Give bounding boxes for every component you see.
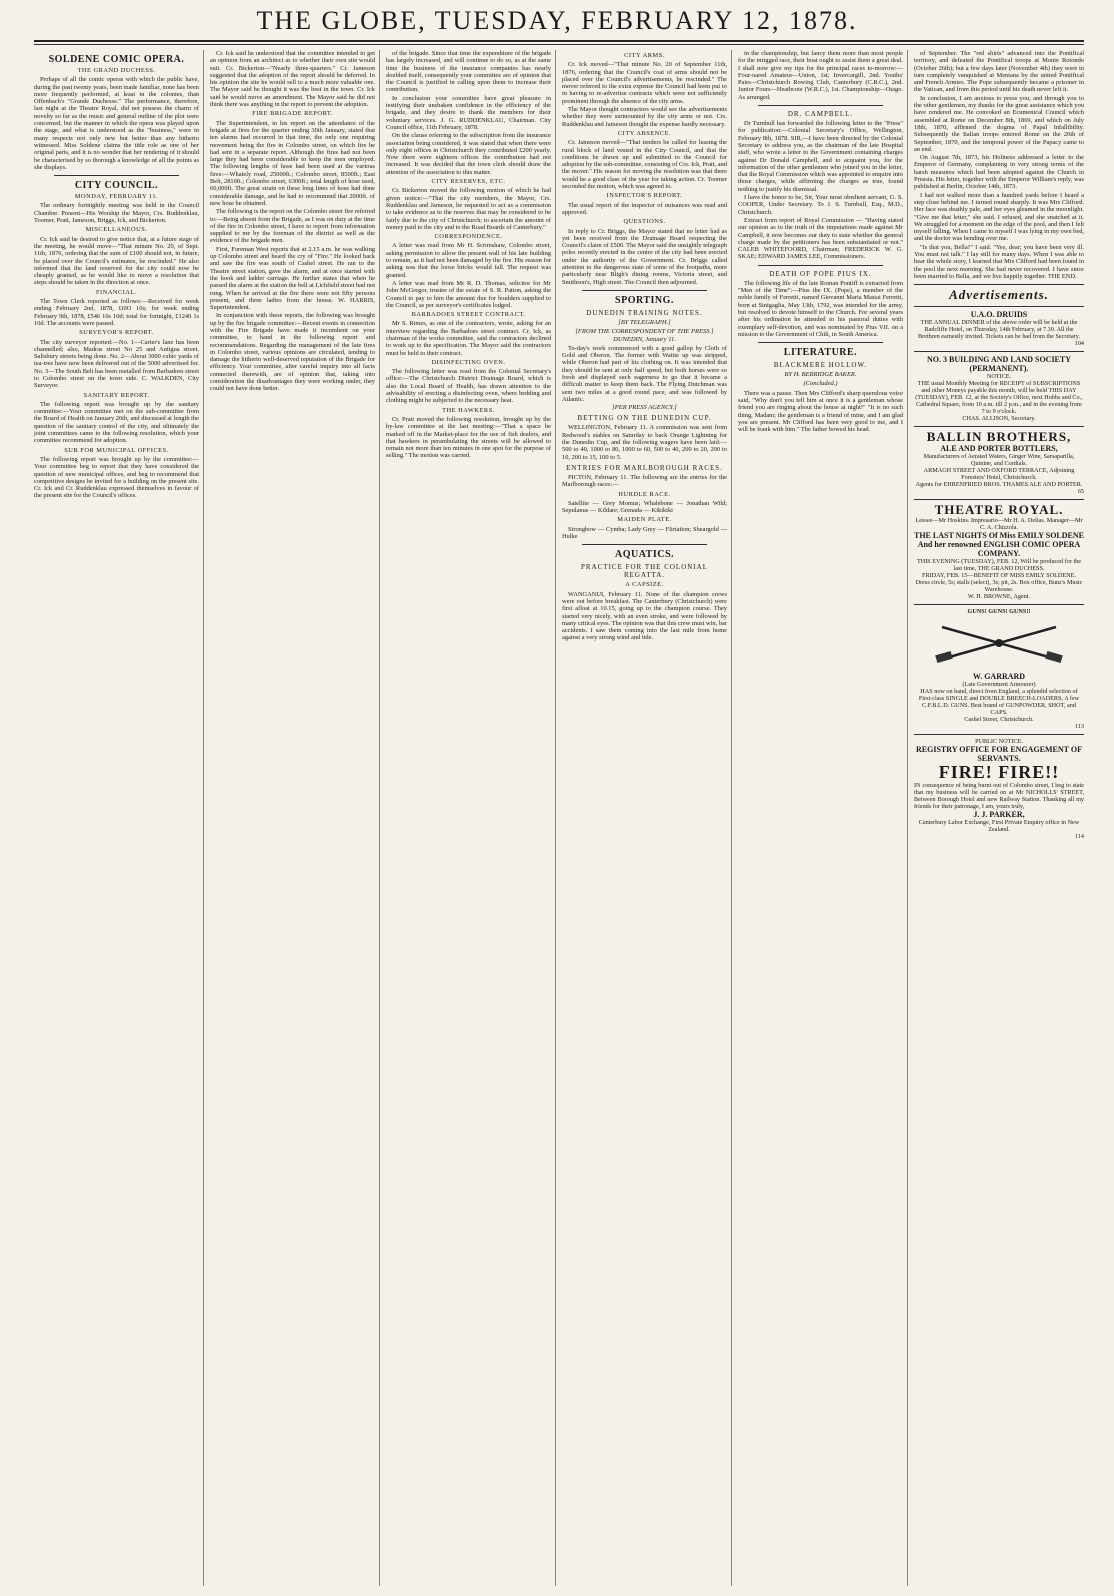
subheading: INSPECTOR'S REPORT. <box>606 192 683 200</box>
article-heading: ENTRIES FOR MARLBOROUGH RACES. <box>566 463 723 472</box>
subheading: SANITARY REPORT. <box>83 391 150 399</box>
advert-body: Manufacturers of Aerated Waters, Ginger Wine, Sarsaparilla, Quinine, and Cordials. <box>923 453 1075 468</box>
article-paragraph: In conclusion, I am anxious to press you, and through you to the other gentlemen, my thanks for the great assistance which you have rendered me. He convoked an Ecumenical Council which assembled at Rome on December 8th, 1869, and which on July 18th, 1870, affirmed the dogma of Papal Infallibility. Subsequently the Italian troops entered Rome on the 20th of September, 1870, and the temporal power of the Papacy came to an end. <box>914 94 1084 153</box>
byline: (Concluded.) <box>803 380 838 388</box>
advert-title: BALLIN BROTHERS, <box>926 429 1072 445</box>
druids-advert <box>914 306 1084 347</box>
article-paragraph: A letter was read from Mr R. D. Thomas, solicitor for Mr John McGregor, trustee of the estate of S. R. Patton, asking the Council to pay to him the amount due for boulders supplied to the Council, as per surveyor's certificates lodged. <box>386 279 551 309</box>
article-paragraph: Mr S. Rimes, as one of the contractors, wrote, asking for an interview regarding the Barbadoes street contract. Cr. Ick, as chairman of the works committee, said the contractors declined to work up to the specification. The Mayor said the contractors must be held to their contract. <box>386 320 551 357</box>
garrard-guns-advert <box>914 604 1084 729</box>
article-paragraph: Cr. Pratt moved the following resolution, brought up by the by-law committee at the last meeting:—"That a space be marked off in the Market-place for the use of fish dealers, and that hawkers in perambulating the streets will be allowed to remain not more than ten minutes in one spot for the purpose of selling." The motion was carried. <box>386 415 551 460</box>
article-paragraph: PICTON, February 11. The following are the entries for the Marlborough races:— <box>562 473 727 489</box>
advert-subtitle: NOTICE. <box>986 373 1012 381</box>
subheading: FINANCIAL. <box>95 288 138 296</box>
advert-benefit: FRIDAY, FEB. 15—BENEFIT OF MISS EMILY SOLDENE. <box>922 572 1076 580</box>
divider <box>54 175 179 176</box>
subheading: QUESTIONS. <box>623 218 666 226</box>
registry-office-advert <box>914 734 1084 840</box>
advert-signature: J. J. PARKER, <box>973 809 1025 819</box>
subheading: HURDLE RACE. <box>618 490 671 498</box>
article-paragraph: There was a pause. Then Mrs Clifford's sharp querulous voice said, "Why don't you tell him at once it is a gentleman whose friend you are ringing about the house at night!" "It is no such thing, Madam; the gentleman is a friend of mine, and I am glad you are present. Mr Clifford has been very good to me, and I will be frank with him." The father bowed his head. <box>738 389 903 434</box>
article-paragraph: The following is the report on the Colombo street fire referred to:—Being absent from the Brigade, as I was on duty at the time of the fire in Colombo street, I have to report from information supplied to me by the foreman of the district as well as the evidence of the brigade men. <box>210 208 376 245</box>
subheading: CITY ABSENCE. <box>617 129 672 137</box>
newspaper-columns <box>34 50 1084 1586</box>
advert-notice: PUBLIC NOTICE. <box>975 737 1023 745</box>
subheading: CORRESPONDENCE. <box>434 233 503 241</box>
article-heading: PRACTICE FOR THE COLONIAL REGATTA. <box>581 563 708 580</box>
article-paragraph: Cr. Ick moved—"That minute No. 20 of September 11th, 1876, ordering that the Council's coat of arms should not be placed over the Council's advertisements, be rescinded." The mover referred to the extra expense the Council had been put to in having to re-advertise contracts which were not sufficiently prominent through the absence of the city arms. <box>562 61 727 105</box>
advert-body: THE LAST NIGHTS Of Miss EMILY SOLDENE And her renowned ENGLISH COMIC OPERA COMPANY. <box>914 531 1084 559</box>
article-paragraph: In conclusion your committee have great pleasure in testifying their unshaken confidence in the efficiency of the brigade, and they desire to thank the members for their voluntary services. J. G. RUDDENKLAU, Chairman. City Council office, 11th February, 1878. <box>386 94 551 131</box>
advert-body: IN consequence of being burnt out of Colombo street, I beg to state that my business will be carried on at Mr NICHOLLS' STREET, Between Borough Hotel and new Railway Station. Thanking all my friends for their patronage, I am, yours truly, <box>914 781 1084 810</box>
subheading: BARBADOES STREET CONTRACT. <box>411 311 526 319</box>
advert-subtitle: (Late Government Armourer) <box>962 680 1036 688</box>
theatre-royal-advert <box>914 499 1084 600</box>
section-heading-literature: LITERATURE. <box>783 347 858 359</box>
section-heading-sporting: SPORTING. <box>615 294 674 306</box>
article-paragraph: On August 7th, 1873, his Holiness addressed a letter to the Emperor of Germany, complaining in very strong terms of the harsh measures which had been adopted against the Church in Prussia. His letter, together with the Emperor William's reply, was published at Berlin, October 14th, 1873. <box>914 154 1084 191</box>
article-paragraph: First, Foreman West reports that at 2.15 a.m. he was walking up Colombo street and heard the cry of "Fire." He looked back and saw the fire was south of Cashel street. He ran to the Theatre street station, gave the alarm, and at once started with the hook and ladder carriage. He further states that when he passed the alarm at the station the bell at Lichfield street had not rung. When he arrived at the fire there were not fifty persons present, and three ladies from the house. W. HARRIS, Superintendent. <box>210 245 375 312</box>
advert-banner: GUNS! GUNS! GUNS!! <box>967 608 1031 616</box>
advert-title: THEATRE ROYAL. <box>934 502 1064 518</box>
article-paragraph: A letter was read from Mr H. Scrimshaw, Colombo street, asking permission to allow the present wall of his late building to remain, as it had not been damaged by the fire. His reason for asking was that the loose bricks would fall. The request was granted. <box>386 242 551 279</box>
article-paragraph: Cr. Bickerton moved the following motion of which he had given notice:—"That the city members, the Mayor, Crs. Ruddenklau and Jameson, be requested to act as a commission to take evidence as to the reserves that may be considered to be fairly due to the city of Christchurch; to ascertain the amount of money paid to the city and to the Road Boards of Canterbury." <box>386 187 551 231</box>
divider <box>582 544 707 545</box>
byline: [BY TELEGRAPH.] <box>618 318 671 326</box>
advert-address: Canterbury Labor Exchange, First Private Enquiry office in New Zealand. <box>918 818 1080 833</box>
subheading: CITY RESERVES, ETC. <box>431 178 506 186</box>
advert-address: ARMAGH STREET AND OXFORD TERRACE, Adjoining Foresters' Hotel, Christchurch. <box>923 467 1075 482</box>
section-heading-aquatics: AQUATICS. <box>614 549 675 561</box>
article-paragraph: Cr. Ick said he understood that the committee intended to get an opinion from an architect as to whether their own site would suit. Cr. Bickerton—"Nearly three-quarters." Cr. Jameson suggested that the adoption of the report should be deferred. In his opinion the site he would sell to a much more valuable one. The Mayor said he thought it was the best in the town. Cr. Ick said he would move an amendment. The Mayor said he did not think there was anything in the report to prevent the adoption. <box>210 50 375 109</box>
advert-body: THE usual Monthly Meeting for RECEIPT of SUBSCRIPTIONS and other Moneys payable this month, will be held THIS DAY (TUESDAY), FEB. 12, at the Society's Office, next Hobbs and Co., Cathedral Square, from 10 a.m. till 2 p.m., and in the evening from 7 to 9 o'clock. <box>915 380 1083 416</box>
article-heading: BETTING ON THE DUNEDIN CUP. <box>577 414 712 423</box>
article-paragraph: The following report was brought up by the sanitary committee:—Your committee met on the sub-committee from the Board of Health on January 26th, and discussed at length the question of the sanitary control of the city, and ultimately the joint committees came to the following resolution, which your committee recommend for adoption. <box>34 400 199 445</box>
article-paragraph: The ordinary fortnightly meeting was held in the Council Chamber. Present—His Worship the Mayor, Crs. Ruddenklau, Toomer, Pratt, Jameson, Briggs, Ick, and Bickerton. <box>34 202 199 225</box>
subheading: SURVEYOR'S REPORT. <box>79 329 154 337</box>
advert-number: 114 <box>1074 832 1084 840</box>
advert-number: 65 <box>1077 488 1084 496</box>
article-date: MONDAY, FEBRUARY 11. <box>74 193 159 201</box>
article-paragraph: The following letter was read from the Colonial Secretary's office:—The Christchurch District Drainage Board, which is also the Local Board of Health, has drawn attention to the advisability of erecting a disinfecting oven, where bedding and clothing might be subjected to the necessary heat. <box>386 368 551 405</box>
column-4 <box>562 50 732 1586</box>
article-paragraph: I had not walked more than a hundred yards before I heard a step close behind me. I turned round sharply. It was Mrs Clifford. Her face was deathly pale, and her eyes gleamed in the moonlight. "Give me that letter," she said. I refused, and she snatched at it. We struggled for a moment on the edge of the pool, and then I felt myself falling. When I came to myself I was lying in my own bed, and the doctor was bending over me. <box>914 191 1084 243</box>
article-paragraph: In conjunction with these reports, the following was brought up by the fire brigade committee:—Recent events in connection with the Fire Brigade have made it incumbent on your committee, to hand in the following report and recommendations. Regarding the management of the late fires in Colombo street, various opinions are circulated, tending to damage the hitherto well-deserved reputation of the Brigade for efficiency. Your committee, after careful inquiry into all facts connected therewith, are of opinion that, taking into consideration the disadvantages they were working under, they could not have done better. <box>210 312 375 393</box>
advert-signature: CHAS. ALLISON, Secretary. <box>962 415 1036 423</box>
article-paragraph: The Superintendent, in his report on the attendance of the brigade at fires for the quarter ending 30th January, stated that ten alarms had occurred in that time, the only one requiring movement being the fire in Colombo street, on which fire he had sent in a separate report. Although the fires had not been large they had been considerable to keep the men employed. The following lengths of hose had been used at the various fires:—Whately road, 25000ft.; Colombo street, 8500ft.; East Belt, 2810ft.; Colombo street, 6300ft.; total length of hose used, 60,000ft. The great strain on these long lines of hose had done considerable damage, and he had to recommend that 2000ft. of new hose be obtained. <box>210 119 375 207</box>
advert-address: Cashel Street, Christchurch. <box>964 715 1034 723</box>
article-paragraph: WANGANUI, February 11. None of the champion crews were out before breakfast. The Canterbury (Christchurch) were first afloat at 10.15, going up to the champion course. They started very nicely, with an even stroke, and were followed by many critical eyes. The opinion was that this crew must win, bar accidents. I saw them coming into the last mile from home against a very strong wind and tide. <box>562 590 727 642</box>
advert-title: U.A.O. DRUIDS <box>970 310 1028 320</box>
article-paragraph: Extract from report of Royal Commission — "Having stated our opinion as to the truth of the imputations made against Mr Campbell, it now becomes our duty to state whether the general charge made by the petitioners has been substantiated or not." CALEB WHITEFOORD, Chairman; FREDERICK W. G. SKAE; EDWARD JAMES LEE, Commissioners. <box>738 216 903 261</box>
advert-title: W. GARRARD <box>972 671 1026 681</box>
byline: [FROM THE CORRESPONDENT OF THE PRESS.] DUNEDIN, January 11. <box>575 328 714 343</box>
divider <box>758 265 883 266</box>
article-paragraph: In reply to Cr. Briggs, the Mayor stated that no letter had as yet been received from the Drainage Board respecting the Council's claim of £500. The Mayor said the unsightly telegraph poles recently erected in the centre of the city had been erected under the authority of the Government. Cr. Briggs called attention to the dangerous state of some of the footpaths, more particularly near Bligh's dining rooms, Victoria street, and Smithson's, High street. The Council then adjourned. <box>562 227 727 286</box>
newspaper-title: THE GLOBE, TUESDAY, FEBRUARY 12, 1878. <box>256 6 858 35</box>
advert-tonight: THIS EVENING (TUESDAY), FEB. 12, Will be produced for the last time, THE GRAND DUCHESS. <box>916 558 1082 573</box>
masthead-rule-thin <box>34 44 1084 45</box>
article-paragraph: To-day's work commenced with a good gallop by Cloth of Gold and Oberon. The former with Wattie up was stripped, while Oberon had part of his clothing on. It was intended that they should be sent at only half speed, but both horses were so fresh and displayed such eagerness to go that it became a difficult matter to keep them back. The Flying Dutchman was sent two miles at a good round pace, and was followed by Atlantic. <box>562 344 727 403</box>
story-title: BLACKMERE HOLLOW. <box>773 361 868 370</box>
subheading: THE GRAND DUCHESS. <box>77 67 156 74</box>
building-society-advert <box>914 351 1084 422</box>
advert-body: HAS now on hand, direct from England, a splendid selection of First-class SINGLE and DOUBLE BREECH-LOADERS, A few C.F.B.L.D. GUNS. Best brand of GUNPOWDER, SHOT, and CAPS. <box>918 687 1080 716</box>
article-paragraph: The following report was brought up by the committee:—Your committee beg to report that they have considered the question of new municipal offices, and beg to recommend that competitive designs be invited for a building on the present site. Cr. Ick and Cr. Ruddenklau expressed themselves in favour of the present site for the Council's offices. <box>34 455 199 500</box>
article-paragraph: The Mayor thought contractors would see the advertisements whether they were surmounted by the city arms or not. Crs. Ruddenklau and Jameson thought the expense hardly necessary. <box>562 106 727 128</box>
fire-headline: FIRE! FIRE!! <box>938 761 1060 782</box>
article-heading: DR. CAMPBELL. <box>787 110 854 119</box>
subheading: A CAPSIZE. <box>625 581 664 589</box>
article-paragraph: The following life of the late Roman Pontiff is extracted from "Men of the Time":—Pius the IX. (Pope), a member of the noble family of Ferretti, named Giovanni Maria Mastai Ferretti, born at Sinigaglia, May 13th, 1792, was intended for the army, but resolved to devote himself to the Church. For several years after his ordination he attended to his pastoral duties with exemplary self-devotion, and was nominated by Pius VII. on a mission to the Government of Chili, in South America. <box>738 279 903 338</box>
advert-agent: W. H. BROWNE, Agent. <box>967 593 1031 601</box>
column-3 <box>386 50 556 1586</box>
article-paragraph: Cr. Jameson moved—"That tenders be called for leasing the rural block of land vested in the City Council, and that the conditions be drawn up and submitted to the Council for adoption by the sub-committee, consisting of Crs. Ick, Pratt, and the mover." His reason for moving the resolution was that there would be a good class of the year for taking action. Cr. Toomer seconded the motion, which was agreed to. <box>562 139 727 191</box>
article-paragraph: in the championship, but fancy them more than most people for the inrigged race, their boat ought to assist them a great deal. I shall now give my tips for the principal races to-morrow:—Four-oared Amateur—Union, 1st; Invercargill, 2nd. Youths' Pairs—Christchurch Rowing Club, Canterbury (C.R.C.), 2nd. Junior Fours—Heathcote (W.R.C.), 1st. Championship—Otago. As arranged. <box>738 50 903 101</box>
article-paragraph: The usual report of the inspector of nuisances was read and approved. <box>562 201 727 216</box>
crossed-guns-icon <box>934 619 1064 665</box>
advert-title: REGISTRY OFFICE FOR ENGAGEMENT OF SERVANTS. <box>916 744 1082 763</box>
article-heading: DEATH OF POPE PIUS IX. <box>769 269 872 278</box>
race-entries: Satellite — Grey Momus; Whalebone — Jonathan Wild; Sepulanus — Kildare; Grenada — Kikikiki <box>562 499 727 515</box>
race-entries: Strongbow — Cymba; Lady Grey — Flirtation; Sheargold — Hulke <box>562 525 727 541</box>
article-paragraph: Perhaps of all the comic operas with which the public have, during the past twenty years, been made familiar, none has been more frequently performed, at least in the colonies, than Offenbach's "Grande Duchesse." The performance, therefore, last night at the Theatre Royal, did not possess the charm of novelty so far as the music and general outline of the plot were concerned, but the manner in which the opera was played upon the stage, and what is understood as the "business," were in many respects not only new but better than any hitherto witnessed. Miss Soldene claims the title role as one of her original parts, and it is no wonder that her rendering of it should be characterised by so thorough a knowledge of all the points as she displays. <box>34 76 199 171</box>
article-paragraph: The city surveyor reported:—No. 1—Carter's lane has been channelled; also, Madras street No 25 and Antigua street. Salisbury streets being done. No. 2—About 3000 cubic yards of tea-tree have now been delivered out of the 5000 advertised for. No. 3—The South Belt has been metalled from Barbadoes street to Colombo street on the town side. C. WALKDEN, City Surveyor. <box>34 338 199 390</box>
article-paragraph: "Is that you, Bella?" I said. "Yes, dear; you have been very ill. You must not talk." I lay still for many days. When I was able to hear the whole story, I learned that Mrs Clifford had been found in the pool the next morning. She had never recovered. I have since been married to Bella, and we live happily together. THE END. <box>914 243 1084 280</box>
article-paragraph: of the brigade. Since that time the expenditure of the brigade has largely increased, and will continue to do so, as at the same time the business of the insurance companies has nearly doubled itself, consequently your committee are of opinion that the Council is justified in calling upon them to increase their contribution. <box>386 50 551 94</box>
advert-title: NO. 3 BUILDING AND LAND SOCIETY (PERMANENT). <box>926 355 1072 374</box>
divider <box>758 342 883 343</box>
subheading: CITY ARMS. <box>624 52 665 59</box>
article-paragraph: of September. The "red shirts" advanced into the Pontifical territory, and defeated the Pontifical troops at Monte Rotondo (October 26th); but a few days later (November 4th) they were in turn completely vanquished at Mentana by the united Pontifical and French Armies. The Pope subsequently became a prisoner in the Vatican, and from this period until his death never left it. <box>914 50 1084 94</box>
subheading: MAIDEN PLATE. <box>617 516 672 524</box>
column-2 <box>210 50 380 1586</box>
masthead <box>0 6 1114 44</box>
article-paragraph: The Town Clerk reported as follows:—Received for week ending February 2nd, 1878, £693 10s; for week ending February 9th, 1878, £546 10s 10d; total for fortnight, £1240 1s 10d. The accounts were passed. <box>34 298 199 327</box>
advert-prices: Dress circle, 5s; stalls (select), 3s; pit, 2s. Box office, Bunz's Music Warehouse. <box>915 579 1083 594</box>
byline: [PER PRESS AGENCY.] <box>612 404 677 412</box>
article-heading: CITY COUNCIL. <box>74 180 159 192</box>
advertisements-heading: Advertisements. <box>949 287 1049 303</box>
advert-number: 104 <box>1074 340 1084 348</box>
advert-staff: Lessee—Mr Hoskins. Impresario—Mr H. A. Delias. Manager—Mr C. A. Chizzola. <box>915 517 1083 532</box>
divider <box>758 105 883 106</box>
advert-agents: Agents for EHRENFRIED BROS. THAMES ALE AND PORTER. <box>915 481 1083 489</box>
column-5 <box>738 50 908 1586</box>
subheading: DISINFECTING OVEN. <box>431 358 506 366</box>
article-paragraph: WELLINGTON, February 11. A commission was sent from Redwood's stables on Saturday to back Orange Lightning for the Dunedin Cup, and the following wagers have been laid:—500 to 40, 1000 to 80, 1000 to 60, 500 to 40, 200 to 20, 200 to 10, 200 to 15, 100 to 5. <box>562 424 727 461</box>
subheading: SUB FOR MUNICIPAL OFFICES. <box>64 446 169 454</box>
article-paragraph: Cr. Ick said he desired to give notice that, at a future stage of the meeting, he would move—"That minute No. 20, of Sept. 11th, 1876, ordering that the sum of £100 should not, in future, be placed over the Council's estimates, be rescinded." He also informed that the land reserved for the city could now be cheaply granted, as he would like to move a resolution that steps should be taken in the direction at once. <box>34 235 199 287</box>
article-heading: DUNEDIN TRAINING NOTES. <box>586 308 703 317</box>
article-paragraph: Dr Turnbull has forwarded the following letter to the "Press" for publication:—Colonial Secretary's Office, Wellington, February 8th, 1878. SIR,—I have been directed by the Colonial Secretary to address you, as the chairman of the late Hospital staff, who wrote a letter to the Government containing charges against Dr Donald Campbell, and to acquaint you, for the information of the other gentlemen who joined you in the letter, that the Royal Commission which was appointed to enquire into those charges, while affirming the charges as true, found nothing to justify his dismissal. <box>738 120 903 193</box>
advertisements-section <box>914 284 1084 302</box>
divider <box>582 290 707 291</box>
article-heading: SOLDENE COMIC OPERA. <box>48 54 185 65</box>
advert-number: 113 <box>1074 722 1084 730</box>
masthead-rule <box>34 40 1084 42</box>
advert-body: THE ANNUAL DINNER of the above order will be held at the Radcliffe Hotel, on Thursday, 14th February, at 7.30. All the Brethren earnestly invited. Tickets can be had from the Secretary. <box>918 319 1080 341</box>
column-6 <box>914 50 1084 1586</box>
ballin-brothers-advert <box>914 426 1084 495</box>
article-paragraph: I have the honor to be, Sir, Your most obedient servant, G. S. COOPER, Under Secretary. To J. S. Turnbull, Esq., M.D., Christchurch. <box>738 194 903 216</box>
article-paragraph: On the clause referring to the subscription from the insurance association being considered, it was stated that when there were only eight offices in Christchurch they contributed £200 yearly. Now there were eighteen offices the contribution had not increased. It was decided that the town clerk should draw the attention of the association to this matter. <box>386 132 551 176</box>
subheading: FIRE BRIGADE REPORT. <box>252 110 333 118</box>
advert-subtitle: ALE AND PORTER BOTTLERS, <box>940 444 1058 454</box>
subheading: MISCELLANEOUS. <box>85 226 148 234</box>
subheading: THE HAWKERS. <box>442 406 495 414</box>
column-1 <box>34 50 204 1586</box>
byline: BY H. BERRIDGE BAKER. <box>784 371 857 379</box>
